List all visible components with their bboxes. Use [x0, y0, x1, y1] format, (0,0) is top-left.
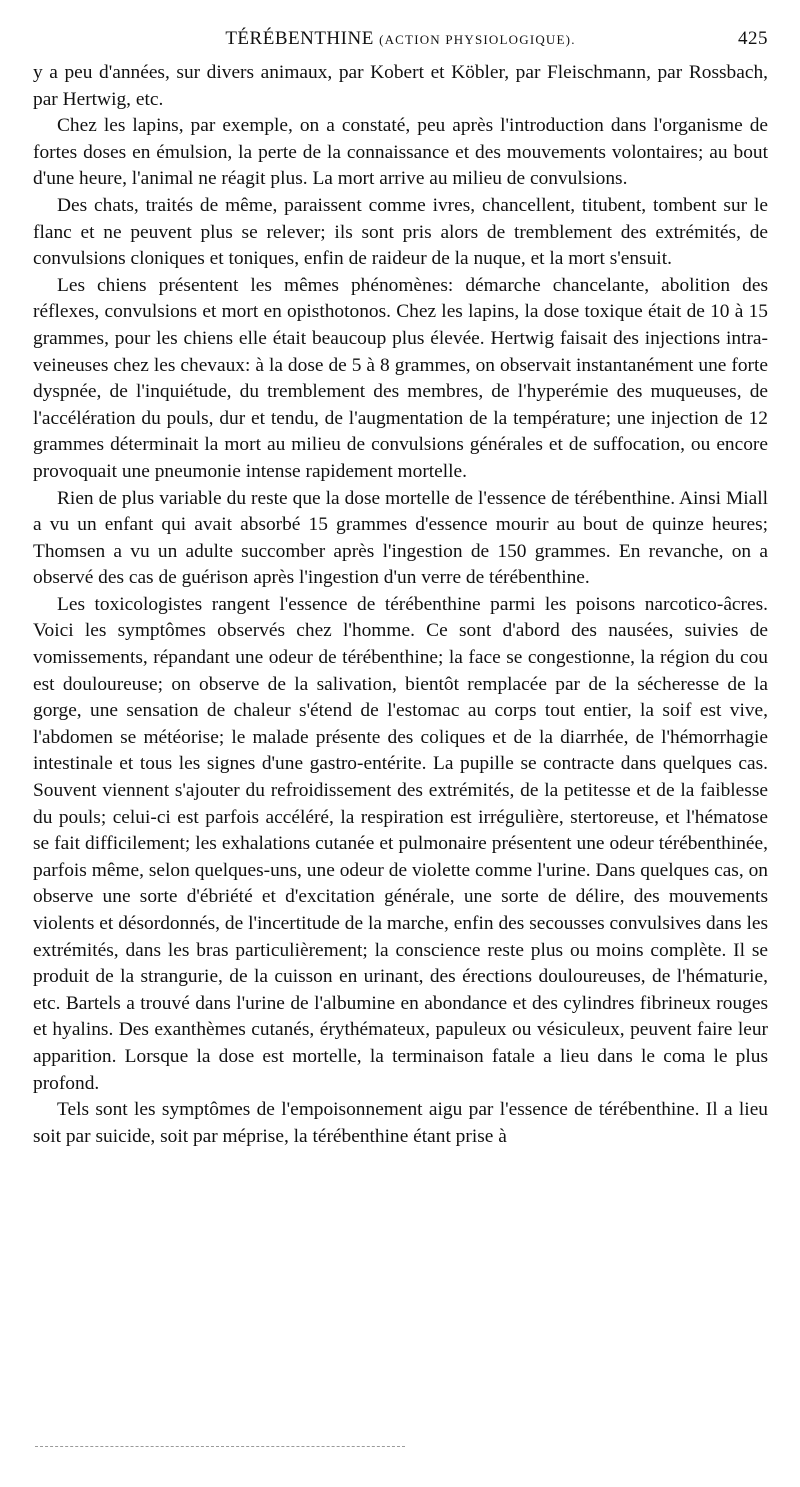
running-header	[33, 28, 768, 60]
paragraph: y a peu d'années, sur divers animaux, par Kobert et Köbler, par Fleischmann, par Rossbach, par Hertwig, etc.	[33, 62, 768, 110]
running-title	[33, 28, 768, 50]
paragraph: Tels sont les symptômes de l'empoisonnement aigu par l'essence de térébenthine. Il a lieu soit par suicide, soit par méprise, la térébenthine étant prise à	[33, 1099, 768, 1147]
page-number: 425	[738, 28, 768, 49]
paragraph: Les chiens présentent les mêmes phénomènes: démarche chancelante, abolition des réflexes, convulsions et mort en opisthotonos. Chez les lapins, la dose toxique était de 10 à 15 grammes, pour les chiens elle était beaucoup plus élevée. Hertwig faisait des injections intra-veineuses chez les chevaux: à la dose de 5 à 8 grammes, on observait instantanément une forte dyspnée, de l'inquiétude, du tremblement des membres, de l'hyperémie des muqueuses, de l'accélération du pouls, dur et tendu, de l'augmentation de la température; une injection de 12 grammes déterminait la mort au milieu de convulsions générales et de suffocation, ou encore provoquait une pneumonie intense rapidement mortelle.	[33, 274, 768, 482]
paragraph: Des chats, traités de même, paraissent comme ivres, chancellent, titubent, tombent sur le flanc et ne peuvent plus se relever; ils sont pris alors de tremblement des extrémités, de convulsions cloniques et toniques, enfin de raideur de la nuque, et la mort s'ensuit.	[33, 194, 768, 270]
paragraph: Les toxicologistes rangent l'essence de térébenthine parmi les poisons narcotico-âcres. Voici les symptômes observés chez l'homme. Ce sont d'abord des nausées, suivies de vomissements, répandant une odeur de térébenthine; la face se congestionne, la région du cou est douloureuse; on observe de la salivation, bientôt remplacée par de la sécheresse de la gorge, une sensation de chaleur s'étend de l'estomac au corps tout entier, la soif est vive, l'abdomen se météorise; le malade présente des coliques et de la diarrhée, de l'hémorrhagie intestinale et tous les signes d'une gastro-entérite. La pupille se contracte dans quelques cas. Souvent viennent s'ajouter du refroidissement des extrémités, de la petitesse et de la faiblesse du pouls; celui-ci est parfois accéléré, la respiration est irrégulière, stertoreuse, et l'hématose se fait difficilement; les exhalations cutanée et pulmonaire présentent une odeur térébenthinée, parfois même, selon quelques-uns, une odeur de violette comme l'urine. Dans quelques cas, on observe une sorte d'ébriété et d'excitation générale, une sorte de délire, des mouvements violents et désordonnés, de l'incertitude de la marche, enfin des secousses convulsives dans les extrémités, dans les bras particulièrement; la conscience reste plus ou moins complète. Il se produit de la strangurie, de la cuisson en urinant, des érections douloureuses, de l'hématurie, etc. Bartels a trouvé dans l'urine de l'albumine en abondance et des cylindres fibrineux rouges et hyalins. Des exanthèmes cutanés, érythémateux, papuleux ou vésiculeux, peuvent faire leur apparition. Lorsque la dose est mortelle, la terminaison fatale a lieu dans le coma le plus profond.	[33, 593, 768, 1094]
running-title-sub: (ACTION PHYSIOLOGIQUE).	[379, 32, 576, 47]
footer-dashed-rule	[35, 1446, 405, 1447]
body-text	[33, 60, 768, 1150]
paragraph: Chez les lapins, par exemple, on a constaté, peu après l'introduction dans l'organisme de fortes doses en émulsion, la perte de la connaissance et des mouvements volontaires; au bout d'une heure, l'animal ne réagit plus. La mort arrive au milieu de convulsions.	[33, 115, 768, 190]
paragraph: Rien de plus variable du reste que la dose mortelle de l'essence de térébenthine. Ainsi Miall a vu un enfant qui avait absorbé 15 grammes d'essence mourir au bout de quinze heures; Thomsen a vu un adulte succomber après l'ingestion de 150 grammes. En revanche, on a observé des cas de guérison après l'ingestion d'un verre de térébenthine.	[33, 487, 768, 589]
book-page	[33, 28, 768, 1150]
running-title-main: TÉRÉBENTHINE	[225, 28, 374, 49]
